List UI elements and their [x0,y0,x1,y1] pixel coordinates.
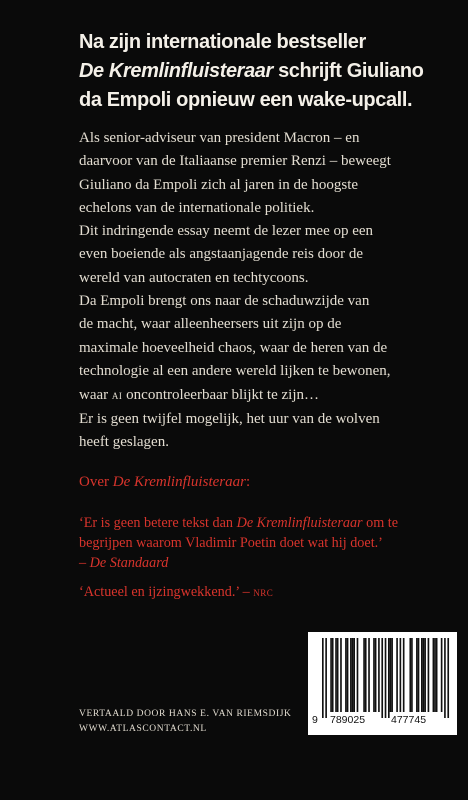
barcode-bar [347,638,349,712]
blurb-line: maximale hoeveelheid chaos, waar de heren van de [79,339,388,356]
review-quote-attribution [79,553,459,573]
review-quote-de-standaard [79,513,459,573]
review-quote-line-1 [79,513,459,533]
barcode-bar [400,638,402,712]
barcode-bar [434,638,436,712]
review-quote-nrc-text: ‘Actueel en ijzingwekkend.’ – [79,584,254,600]
barcode-bar [357,638,359,712]
barcode-bar [411,638,413,712]
barcode-bar [350,638,352,712]
barcode-bar [363,638,365,712]
blurb-line: Dit indringende essay neemt de lezer mee op een [79,223,374,240]
barcode-bar [390,638,392,712]
barcode-bar [416,638,418,712]
blurb-line: Giuliano da Empoli zich al jaren in de hoogste [79,176,359,193]
barcode-bar [428,638,430,712]
review-quote-post: om te [362,515,399,531]
barcode-bar [385,638,387,718]
barcode-bar [381,638,383,718]
headline [79,28,459,115]
reviews-heading-suffix: : [245,474,251,490]
isbn-group-2: 477745 [391,714,427,726]
isbn-lead-digit: 9 [312,714,318,726]
review-quote-dash: – [79,555,90,571]
barcode-bar [325,638,327,718]
headline-line-3: da Empoli opnieuw een wake-upcall. [79,89,413,111]
barcode-bar [337,638,339,712]
blurb-line: de macht, waar alleenheersers uit zijn op de [79,316,342,333]
headline-line-2 [79,57,459,86]
barcode-bar [345,638,347,712]
blurb-line: Da Empoli brengt ons naar de schaduwzijde van [79,293,370,310]
blurb-line: technologie al een andere wereld lijken te bewonen, [79,362,391,379]
blurb-line: even boeiende als angstaanjagende reis door de [79,246,364,263]
reviews-heading-prefix: Over [79,474,113,490]
barcode-bar [373,638,375,712]
isbn-number [308,714,457,730]
barcode-bar [378,638,380,712]
blurb-line: echelons van de internationale politiek. [79,199,315,216]
barcode-bar [418,638,420,712]
reviews-heading [79,471,250,493]
translator-credit: VERTAALD DOOR HANS E. VAN RIEMSDIJK [79,709,292,719]
blurb-line-ai-pre: waar [79,387,112,404]
barcode-bar [409,638,411,712]
blurb-line: heeft geslagen. [79,433,169,450]
isbn-barcode [308,632,457,735]
barcode-bar [322,638,324,718]
barcode-bar [436,638,438,712]
barcode-bar [421,638,423,712]
barcode-bar [353,638,355,712]
barcode-bar [423,638,425,712]
publisher-website: WWW.ATLASCONTACT.NL [79,724,207,734]
review-quote-pre: ‘Er is geen betere tekst dan [79,515,237,531]
barcode-bar [368,638,370,712]
blurb-line-ai-post: oncontroleerbaar blijkt te zijn… [122,387,320,404]
barcode-bar [441,638,443,712]
barcode-bar [403,638,405,712]
isbn-group-1: 789025 [330,714,366,726]
review-quote-nrc [79,582,273,602]
blurb-text [79,127,449,454]
barcode-bar [444,638,446,718]
blurb-line: Als senior-adviseur van president Macron – en [79,130,360,146]
barcode-bar [433,638,435,712]
barcode-bar [330,638,332,712]
headline-line-1: Na zijn internationale bestseller [79,31,366,53]
barcode-bar [375,638,377,712]
blurb-line: daarvoor van de Italiaanse premier Renzi – beweegt [79,153,391,170]
barcode-bar [335,638,337,712]
review-source-nrc: nrc [253,584,274,599]
barcode-bar [365,638,367,712]
headline-line-2-rest: schrijft Giuliano [272,60,424,82]
reviews-heading-title: De Kremlinfluisteraar [112,474,246,490]
barcode-bar [447,638,449,718]
barcode-bar [332,638,334,712]
headline-book-title: De Kremlinfluisteraar [79,60,273,82]
blurb-line: wereld van autocraten en techtycoons. [79,269,309,286]
review-quote-line-2: begrijpen waarom Vladimir Poetin doet wat hij doet.’ [79,535,383,551]
barcode-bar [340,638,342,712]
barcode-bar [391,638,393,712]
barcode-bar [424,638,426,712]
blurb-line-ai [79,383,449,407]
credits [79,707,292,737]
blurb-line: Er is geen twijfel mogelijk, het uur van de wolven [79,410,380,427]
review-quote-title: De Kremlinfluisteraar [236,515,363,531]
review-source-de-standaard: De Standaard [89,555,169,571]
ai-abbreviation: ai [111,387,123,403]
barcode-bar [396,638,398,712]
barcode-bar [352,638,354,712]
barcode-bar [388,638,390,718]
